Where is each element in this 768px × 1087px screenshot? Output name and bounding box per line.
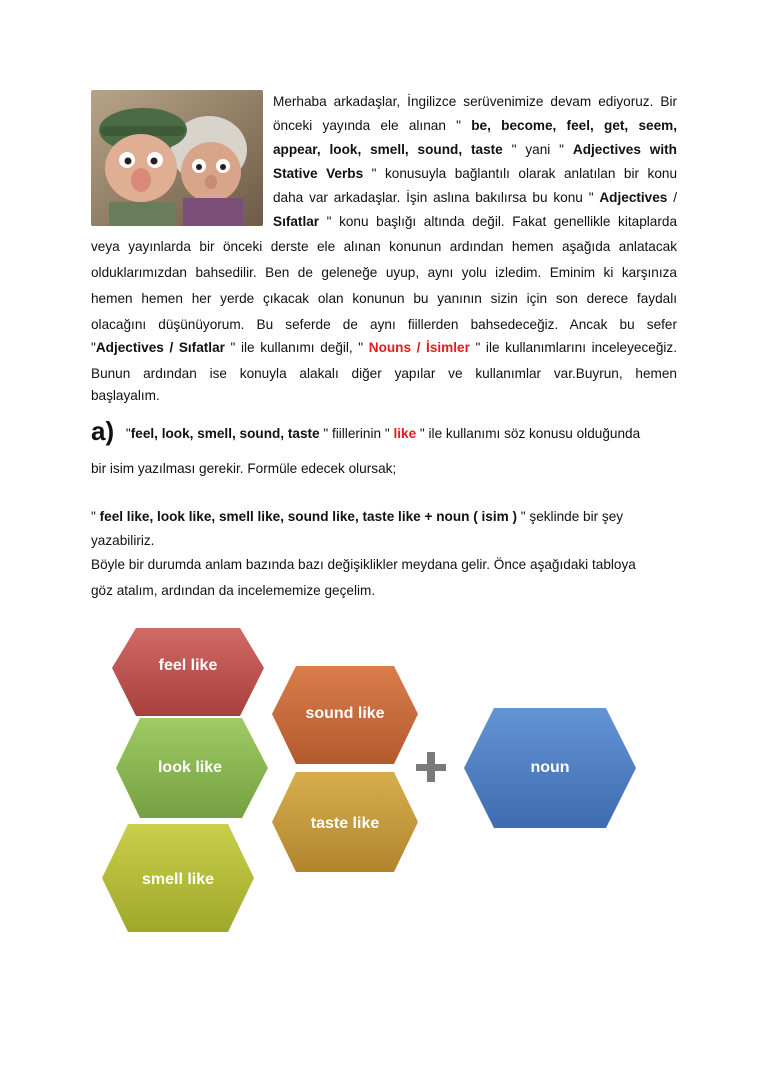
hex-look-like	[116, 718, 268, 818]
intro-line-11: "Adjectives / Sıfatlar " ile kullanımı değil, " Nouns / İsimler " ile kullanımlarını inceleyeceğiz.	[91, 340, 677, 355]
section-a-line-2: bir isim yazılması gerekir. Formüle edecek olursak;	[91, 461, 397, 476]
paragraph-line-1: Böyle bir durumda anlam bazında bazı değişiklikler meydana gelir. Önce aşağıdaki tabloya	[91, 557, 636, 572]
formula-line-2: yazabiliriz.	[91, 533, 155, 548]
intro-line-6: Sıfatlar " konu başlığı altında değil. Fakat genellikle kitaplarda	[273, 214, 677, 229]
hex-smell-label: smell like	[141, 871, 215, 889]
intro-line-7: veya yayınlarda bir önceki derste ele alınan konunun ardından hemen aşağıda anlatacak	[91, 239, 677, 254]
hex-feel-label: feel like	[158, 657, 218, 675]
formula-line: " feel like, look like, smell like, sound like, taste like + noun ( isim ) " şeklinde bir şey	[91, 509, 624, 524]
plus-icon	[416, 752, 446, 782]
section-a-heading: a) "feel, look, smell, sound, taste " fiillerinin " like " ile kullanımı söz konusu olduğunda	[91, 416, 641, 446]
hexagon-diagram	[100, 620, 700, 950]
intro-line-12: Bunun ardından ise konuyla alakalı diğer yapılar ve kullanımlar var.Buyrun, hemen	[91, 366, 677, 381]
paragraph-line-2: göz atalım, ardından da incelememize geçelim.	[91, 583, 376, 598]
hex-sound-label: sound like	[305, 705, 385, 723]
intro-line-8: olduklarımızdan bahsedilir. Ben de geleneğe uyup, aynı yolu izledim. Eminim ki karşınıza	[91, 265, 677, 280]
puppets-photo	[91, 90, 263, 226]
intro-line-1: Merhaba arkadaşlar, İngilizce serüvenimize devam ediyoruz. Bir	[273, 94, 677, 109]
hex-taste-like	[272, 772, 418, 872]
intro-line-2: önceki yayında ele alınan " be, become, feel, get, seem,	[273, 118, 677, 133]
intro-line-10: olacağını düşünüyorum. Bu seferde de aynı fiillerden bahsedeceğiz. Ancak bu sefer	[91, 317, 677, 332]
intro-line-3: appear, look, smell, sound, taste " yani " Adjectives with	[273, 142, 677, 157]
hex-taste-label: taste like	[310, 815, 380, 833]
hex-sound-like	[272, 666, 418, 764]
hex-feel-like	[112, 628, 264, 716]
hex-smell-like	[102, 824, 254, 932]
hex-noun	[464, 708, 636, 828]
intro-line-9: hemen hemen her yerde çıkacak olan konunun bu yanının sizin için son derece faydalı	[91, 291, 677, 306]
hex-noun-label: noun	[530, 759, 570, 777]
intro-line-13: başlayalım.	[91, 388, 160, 403]
intro-line-5: daha var arkadaşlar. İşin aslına bakılırsa bu konu " Adjectives /	[273, 190, 677, 205]
hex-look-label: look like	[157, 759, 223, 777]
intro-line-4: Stative Verbs " konusuyla bağlantılı olarak anlatılan bir konu	[273, 166, 677, 181]
